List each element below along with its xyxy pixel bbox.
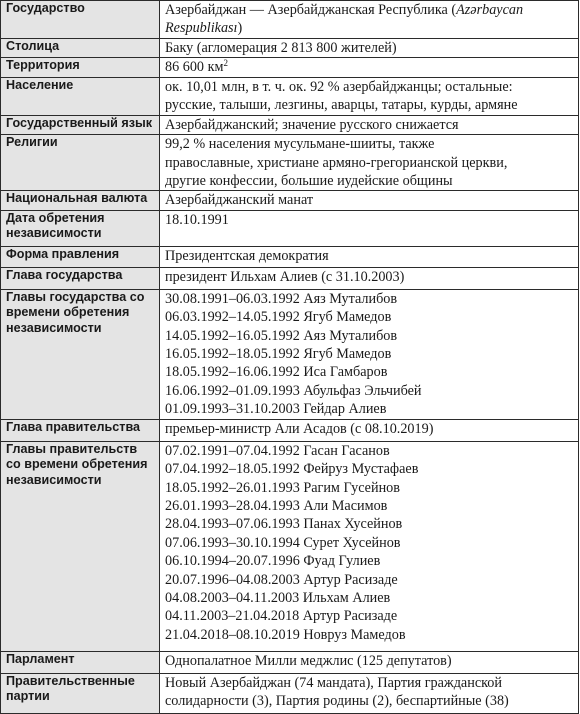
row-label [1,673,160,713]
row-value [160,135,579,191]
row-value: премьер-министр Али Асадов (с 08.10.2019) [160,419,579,441]
label-line: независимости [6,226,102,241]
list-item: 06.03.1992–14.05.1992 Ягуб Мамедов [165,309,392,326]
list-item: 20.07.1996–04.08.2003 Артур Расизаде [165,571,398,588]
row-label: Государственный язык [1,115,160,134]
row-currency [1,191,579,210]
row-label [1,441,160,651]
row-heads-of-state [1,289,579,419]
label-line: независимости [6,320,102,335]
row-population [1,77,579,115]
list-item: 16.06.1992–01.09.1993 Абульфаз Эльчибей [165,382,422,399]
list-item: 28.04.1993–07.06.1993 Панах Хусейнов [165,516,403,533]
territory-value [160,58,579,77]
value-line: 99,2 % населения мусульмане-шииты, также [165,136,435,153]
row-value [160,77,579,115]
row-value [160,673,579,713]
row-value: 18.10.1991 [160,210,579,246]
row-label: Население [1,77,160,115]
row-label [1,210,160,246]
row-label: Парламент [1,651,160,673]
list-item: 30.08.1991–06.03.1992 Аяз Муталибов [165,290,398,307]
list-item: 26.01.1993–28.04.1993 Али Масимов [165,497,388,514]
row-label: Глава правительства [1,419,160,441]
list-item: 07.04.1992–18.05.1992 Фейруз Мустафаев [165,461,419,478]
row-value: Азербайджанский манат [160,191,579,210]
list-item: 04.08.2003–04.11.2003 Ильхам Алиев [165,589,391,606]
row-capital [1,39,579,58]
label-line: независимости [6,472,102,487]
state-name-text: Азербайджан — Азербайджанская Республика ( [165,2,457,18]
value-line: православные, христиане армяно-грегорианской церкви, [165,154,508,171]
state-name-native-cont: Respublikası [165,20,238,37]
row-label: Глава государства [1,267,160,289]
territory-number: 86 600 км [165,59,224,76]
row-label: Форма правления [1,246,160,267]
row-head-of-government [1,419,579,441]
row-language [1,115,579,134]
list-item: 07.06.1993–30.10.1994 Сурет Хусейнов [165,534,401,551]
state-name-native: Azərbaycan [456,2,524,18]
row-value: Президентская демократия [160,246,579,267]
list-item: 01.09.1993–31.10.2003 Гейдар Алиев [165,401,387,418]
row-label: Государство [1,1,160,39]
label-line: Правительственные [6,673,135,688]
row-religion [1,135,579,191]
list-item: 18.05.1992–16.06.1992 Иса Гамбаров [165,364,388,381]
row-label: Религии [1,135,160,191]
label-line: со времени обретения [6,457,148,472]
row-state [1,1,579,39]
row-independence [1,210,579,246]
label-line: партии [6,689,50,704]
row-head-of-state [1,267,579,289]
state-name-close: ) [237,20,243,37]
row-label: Столица [1,39,160,58]
list-item: 18.05.1992–26.01.1993 Рагим Гусейнов [165,479,400,496]
row-value [160,441,579,651]
row-value [160,289,579,419]
value-line: другие конфессии, большие иудейские общины [165,173,453,190]
list-item: 07.02.1991–07.04.1992 Гасан Гасанов [165,442,390,459]
label-line: Главы правительств [6,441,138,456]
row-label [1,289,160,419]
list-item: 16.05.1992–18.05.1992 Ягуб Мамедов [165,346,392,363]
value-line: Новый Азербайджан (74 мандата), Партия гражданской [165,674,502,691]
row-label: Территория [1,58,160,77]
row-value: Баку (агломерация 2 813 800 жителей) [160,39,579,58]
list-item: 14.05.1992–16.05.1992 Аяз Муталибов [165,327,398,344]
value-line: ок. 10,01 млн, в т. ч. ок. 92 % азербайджанцы; остальные: [165,78,513,95]
row-parliament [1,651,579,673]
list-item: 21.04.2018–08.10.2019 Новруз Мамедов [165,626,406,643]
value-line: русские, талыши, лезгины, аварцы, татары, курды, армяне [165,97,518,114]
value-line: солидарности (3), Партия родины (2), беспартийные (38) [165,693,509,710]
territory-unit-exponent: 2 [223,58,228,69]
row-parties [1,673,579,713]
list-item: 04.11.2003–21.04.2018 Артур Расизаде [165,608,398,625]
label-line: Главы государства со [6,289,145,304]
row-government-form [1,246,579,267]
state-value [160,1,579,39]
row-territory [1,58,579,77]
label-line: времени обретения [6,305,130,320]
row-value: Однопалатное Милли меджлис (125 депутатов) [160,651,579,673]
row-heads-of-government [1,441,579,651]
row-value: Азербайджанский; значение русского снижается [160,115,579,134]
list-item: 06.10.1994–20.07.1996 Фуад Гулиев [165,553,381,570]
row-value: президент Ильхам Алиев (с 31.10.2003) [160,267,579,289]
label-line: Дата обретения [6,210,105,225]
row-label: Национальная валюта [1,191,160,210]
